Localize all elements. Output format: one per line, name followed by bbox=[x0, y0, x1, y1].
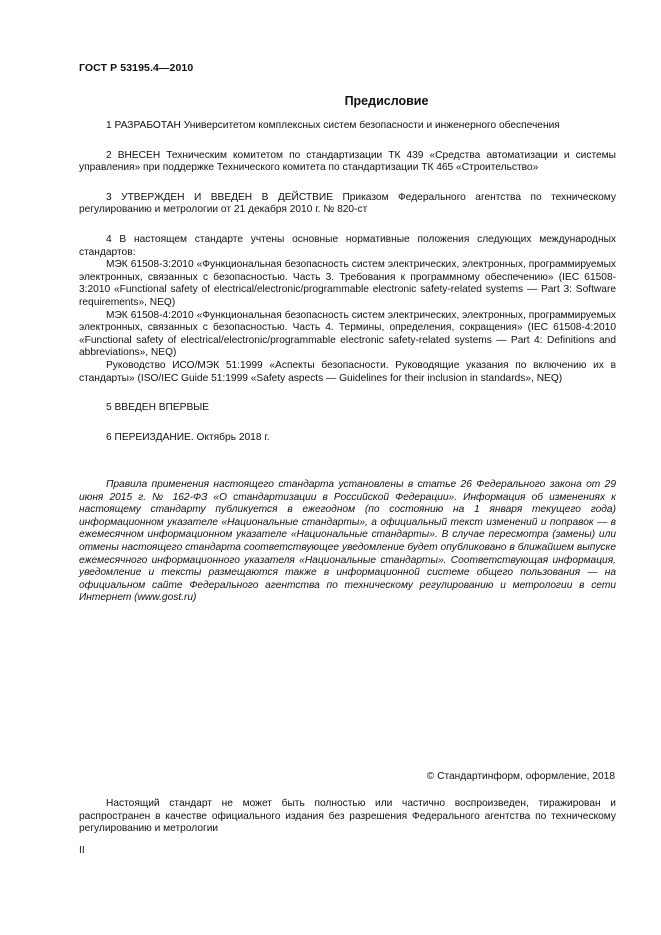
reproduction-notice-text: Настоящий стандарт не может быть полностью или частично воспроизведен, тиражирован и распространен в качестве официального издания без разрешения Федерального агентства по техническому регулированию и метрологии bbox=[79, 798, 616, 835]
preface-item-6: 6 ПЕРЕИЗДАНИЕ. Октябрь 2018 г. bbox=[106, 431, 270, 443]
preface-item-4-standard-2: МЭК 61508-4:2010 «Функциональная безопасность систем электрических, электронных, программируемых электронных, связанных с безопасностью. Часть 4. Термины, определения, сокращения» (IEC 61508-4:2010 «Functional safety of electrical/electronic/programmable electronic safety-related systems — Part 4: Definitions and abbreviations», NEQ) bbox=[79, 309, 616, 359]
preface-item-1: 1 РАЗРАБОТАН Университетом комплексных систем безопасности и инженерного обеспечения bbox=[106, 120, 560, 131]
preface-item-4-standard-3: Руководство ИСО/МЭК 51:1999 «Аспекты безопасности. Руководящие указания по включению их в стандарты» (ISO/IEC Guide 51:1999 «Safety aspects — Guidelines for their inclusion in standards», NEQ) bbox=[79, 359, 616, 384]
application-rules-notice bbox=[79, 479, 616, 605]
preface-content bbox=[79, 120, 616, 444]
preface-item-5: 5 ВВЕДЕН ВПЕРВЫЕ bbox=[106, 402, 210, 414]
reproduction-notice bbox=[79, 798, 616, 836]
page-number: II bbox=[79, 845, 85, 856]
preface-title: Предисловие bbox=[344, 94, 429, 108]
notice-text: Правила применения настоящего стандарта установлены в статье 26 Федерального закона от 29 июня 2015 г. № 162-ФЗ «О стандартизации в Российской Федерации». Информация об изменениях к настоящему стандарту публикуется в ежегодном (по состоянию на 1 января текущего года) информационном указателе «Национальные стандарты», а официальный текст изменений и поправок — в ежемесячном информационном указателе «Национальные стандарты». В случае пересмотра (замены) или отмены настоящего стандарта соответствующее уведомление будет опубликовано в ближайшем выпуске ежемесячного информационного указателя «Национальные стандарты». Соответствующая информация, уведомление и тексты размещаются также в информационной системе общего пользования — на официальном сайте Федерального агентства по техническому регулированию и метрологии в сети Интернет (www.gost.ru) bbox=[79, 479, 616, 604]
preface-item-3: 3 УТВЕРЖДЕН И ВВЕДЕН В ДЕЙСТВИЕ Приказом Федерального агентства по техническому регулированию и метрологии от 21 декабря 2010 г. № 820-ст bbox=[79, 191, 616, 216]
document-code: ГОСТ Р 53195.4—2010 bbox=[79, 62, 194, 74]
preface-item-4-intro: 4 В настоящем стандарте учтены основные нормативные положения следующих международных стандартов: bbox=[79, 233, 616, 258]
copyright-line: © Стандартинформ, оформление, 2018 bbox=[426, 771, 615, 782]
preface-item-4-standard-1: МЭК 61508-3:2010 «Функциональная безопасность систем электрических, электронных, программируемых электронных, связанных с безопасностью. Часть 3. Требования к программному обеспечению» (IEC 61508-3:2010 «Functional safety of electrical/electronic/programmable electronic safety-related systems — Part 3: Software requirements», NEQ) bbox=[79, 259, 616, 308]
preface-item-2: 2 ВНЕСЕН Техническим комитетом по стандартизации ТК 439 «Средства автоматизации и системы управления» при поддержке Технического комитета по стандартизации ТК 465 «Строительство» bbox=[79, 149, 616, 174]
